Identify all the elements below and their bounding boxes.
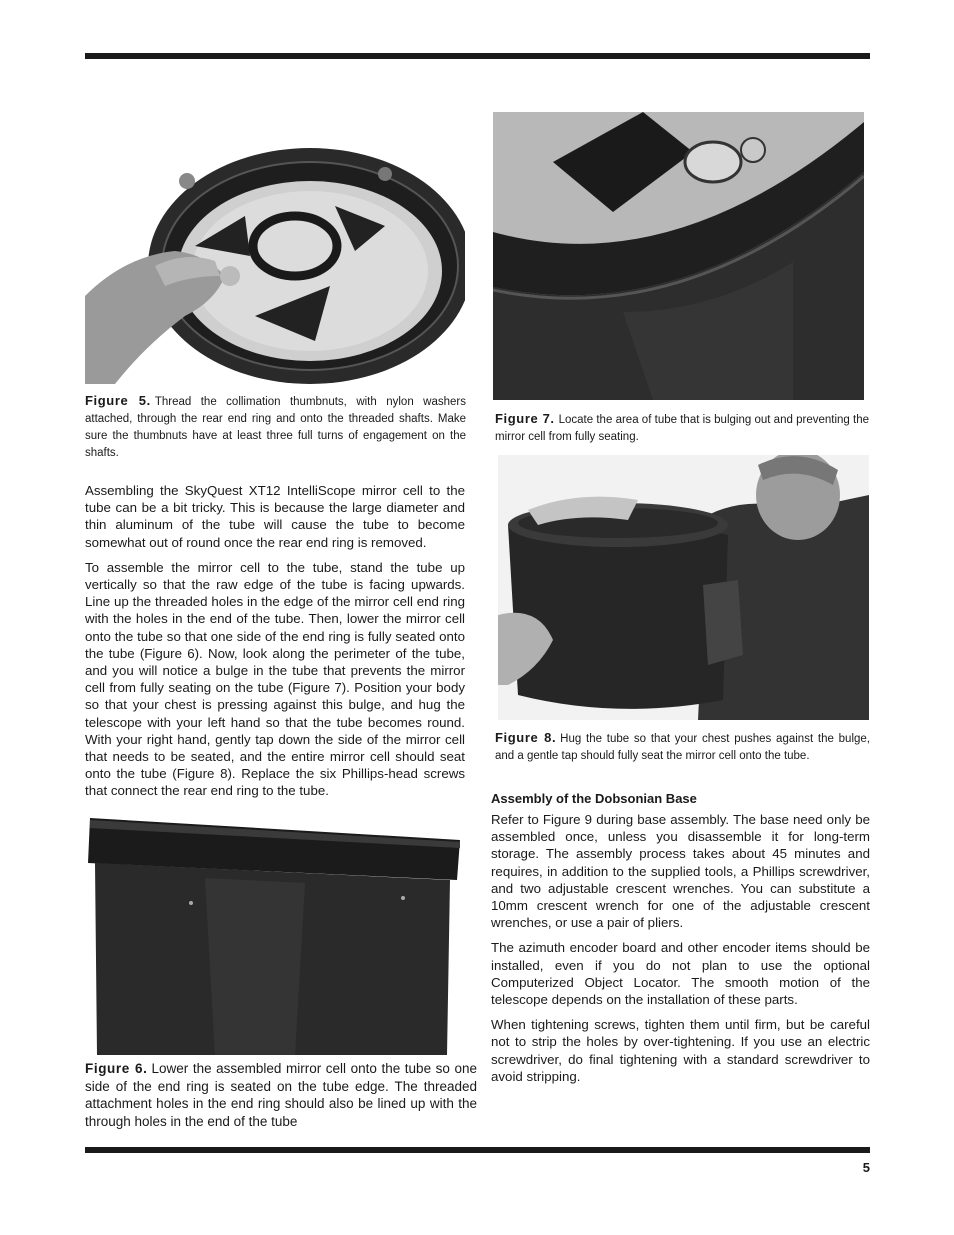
figure-7-text: Locate the area of tube that is bulging out and preventing the mirror cell from fully seating. — [495, 414, 870, 443]
figure-6-text: Lower the assembled mirror cell onto the tube so one side of the end ring is seated on the tube edge. The threaded attachment holes in the end ring should also be lined up with the through holes in the end of the tube — [85, 1061, 477, 1129]
paragraph: Refer to Figure 9 during base assembly. The base need only be assembled once, unless you disassemble it for long-term storage. The assembly process takes about 45 minutes and requires, in addition to the supplied tools, a Phillips screwdriver, and two adjustable crescent wrenches. You can substitute a 10mm crescent wrench for one of the adjustable crescent wrenches, or use a pair of pliers. — [491, 812, 870, 931]
figure-8-caption — [495, 729, 870, 765]
page-number: 5 — [862, 1160, 870, 1175]
paragraph: The azimuth encoder board and other encoder items should be installed, even if you do not plan to use the optional Computerized Object Locator. The smooth motion of the telescope depends on the installation of these parts. — [491, 940, 870, 1008]
bottom-rule — [85, 1147, 870, 1153]
figure-7-label: Figure 7. — [495, 411, 555, 426]
paragraph: When tightening screws, tighten them until firm, but be careful not to strip the holes by over-tightening. If you use an electric screwdriver, do final tightening with a standard screwdriver to avoid stripping. — [491, 1017, 870, 1084]
figure-8-label: Figure 8. — [495, 730, 557, 745]
figure-6-caption — [85, 1060, 477, 1130]
figure-8-text: Hug the tube so that your chest pushes against the bulge, and a gentle tap should fully seat the mirror cell onto the tube. — [495, 733, 870, 762]
figure-5-label: Figure 5. — [85, 393, 151, 408]
figure-6-label: Figure 6. — [85, 1061, 148, 1076]
figure-7-caption — [495, 410, 869, 446]
paragraph: Assembling the SkyQuest XT12 IntelliScope mirror cell to the tube can be a bit tricky. This is because the large diameter and thin aluminum of the tube will cause the tube to become somewhat out of round once the rear end ring is removed. — [85, 483, 465, 550]
paragraph: To assemble the mirror cell to the tube, stand the tube up vertically so that the raw edge of the tube is facing upwards. Line up the threaded holes in the edge of the mirror cell end ring with the holes in the end of the tube. Then, lower the mirror cell onto the tube so that one side of the end ring is fully seated onto the tube (Figure 6). Now, look along the perimeter of the tube, and you will notice a bulge in the tube that prevents the mirror cell from fully seating on the tube (Figure 7). Position your body so that your chest is pressing against this bulge, and hug the telescope with your left hand so that the tube becomes round. With your right hand, gently tap down the side of the mirror cell that needs to be seated, and the entire mirror cell should seat onto the tube (Figure 8). Replace the six Phillips-head screws that connect the rear end ring to the tube. — [85, 559, 465, 799]
figure-6-photo — [85, 818, 465, 1055]
left-column-text — [85, 482, 465, 808]
figure-5-photo — [85, 126, 465, 384]
figure-8-photo — [498, 455, 869, 720]
figure-5-caption — [85, 392, 466, 462]
figure-7-photo — [493, 112, 864, 400]
figure-5-text: Thread the collimation thumbnuts, with nylon washers attached, through the rear end ring and onto the threaded shafts. Make sure the thumbnuts have at least three full turns of engagement on the shafts. — [85, 396, 466, 459]
top-rule — [85, 53, 870, 59]
right-column-text — [491, 811, 870, 1093]
section-heading: Assembly of the Dobsonian Base — [491, 791, 697, 806]
